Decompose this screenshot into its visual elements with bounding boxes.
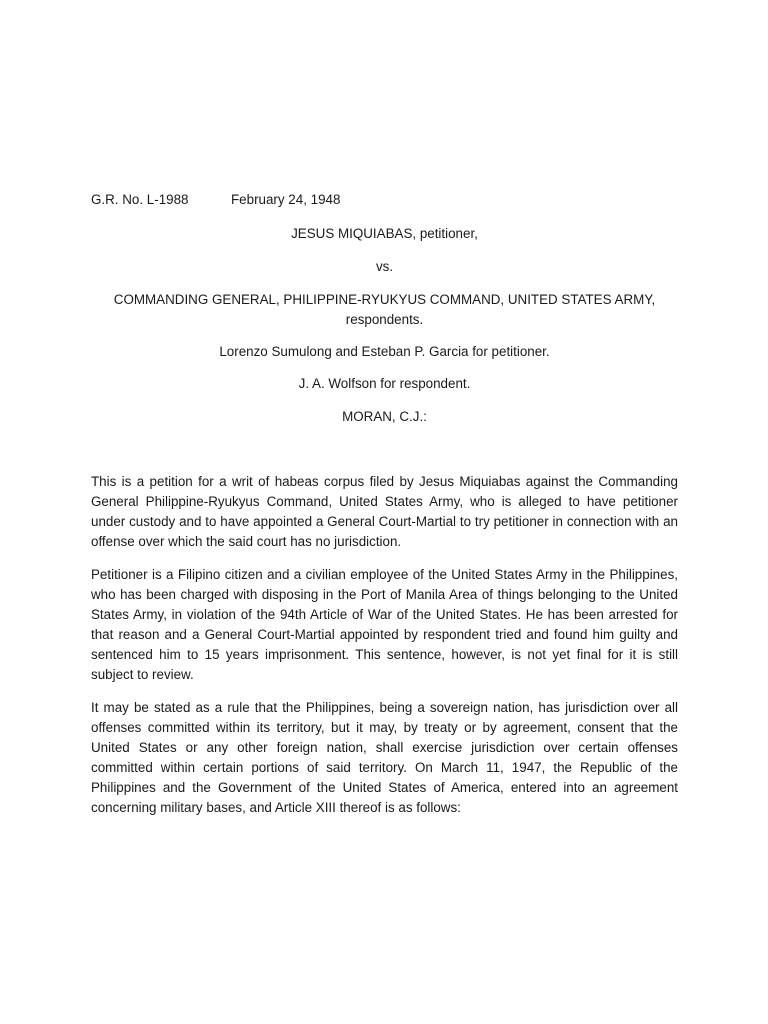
body-paragraph: It may be stated as a rule that the Philippines, being a sovereign nation, has jurisdiction over all offenses committed within its territory, but it may, by treaty or by agreement, consent that the United States or any other foreign nation, shall exercise jurisdiction over certain offenses committed within certain portions of said territory. On March 11, 1947, the Republic of the Philippines and the Government of the United States of America, entered into an agreement concerning military bases, and Article XIII thereof is as follows: bbox=[91, 700, 678, 815]
gr-number: G.R. No. L-1988 bbox=[91, 192, 189, 207]
decision-body bbox=[91, 472, 678, 831]
body-paragraph: Petitioner is a Filipino citizen and a civilian employee of the United States Army in the Philippines, who has been charged with disposing in the Port of Manila Area of things belonging to the United States Army, in violation of the 94th Article of War of the United States. He has been arrested for that reason and a General Court-Martial appointed by respondent tried and found him guilty and sentenced him to 15 years imprisonment. This sentence, however, is not yet final for it is still subject to review. bbox=[91, 567, 678, 682]
case-date: February 24, 1948 bbox=[231, 192, 341, 207]
respondent-line: COMMANDING GENERAL, PHILIPPINE-RYUKYUS COMMAND, UNITED STATES ARMY, respondents. bbox=[113, 292, 656, 327]
versus-line: vs. bbox=[375, 259, 394, 274]
case-header-line bbox=[91, 190, 681, 210]
petitioner-line: JESUS MIQUIABAS, petitioner, bbox=[291, 226, 478, 241]
counsel-respondent: J. A. Wolfson for respondent. bbox=[298, 376, 471, 391]
counsel-petitioner: Lorenzo Sumulong and Esteban P. Garcia for petitioner. bbox=[219, 344, 550, 359]
body-paragraph: This is a petition for a writ of habeas corpus filed by Jesus Miquiabas against the Commanding General Philippine-Ryukyus Command, United States Army, who is alleged to have petitioner under custody and to have appointed a General Court-Martial to try petitioner in connection with an offense over which the said court has no jurisdiction. bbox=[91, 474, 678, 549]
ponente: MORAN, C.J.: bbox=[342, 409, 427, 424]
